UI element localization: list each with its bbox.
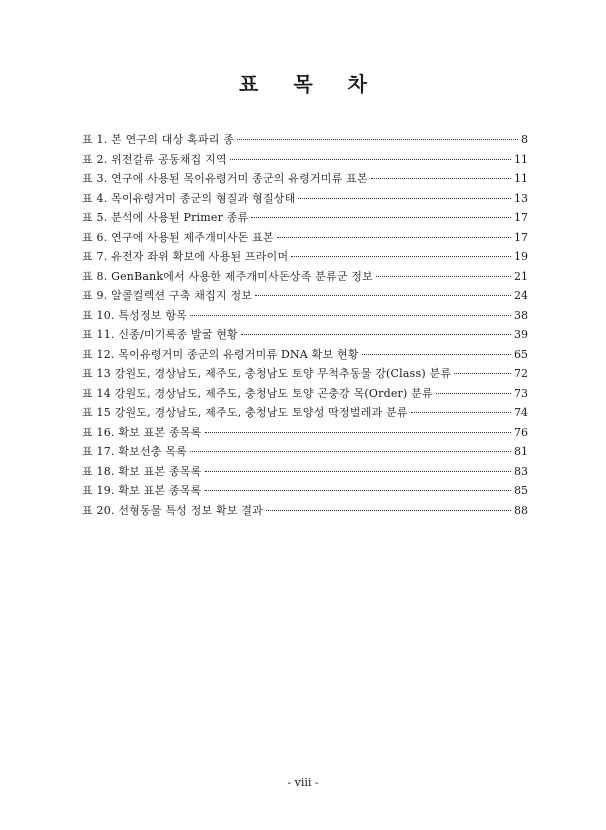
toc-entry-label: 표 1. 본 연구의 대상 혹파리 종 <box>82 133 235 146</box>
toc-entry-page: 74 <box>514 406 528 419</box>
toc-entry-label: 표 8. GenBank에서 사용한 제주개미사돈상족 분류군 정보 <box>82 269 373 283</box>
dot-leader <box>205 470 512 472</box>
toc-entry[interactable] <box>82 442 528 462</box>
toc-entry-label: 표 2. 위전갈류 공동채집 지역 <box>82 152 227 166</box>
toc-entry-page: 11 <box>514 152 528 166</box>
toc-entry-page: 81 <box>514 445 528 458</box>
toc-entry-page: 21 <box>514 269 528 283</box>
toc-entry-page: 85 <box>514 484 528 497</box>
dot-leader <box>237 138 518 140</box>
toc-entry-page: 39 <box>514 328 528 341</box>
toc-entry[interactable] <box>82 267 528 287</box>
toc-entry[interactable] <box>82 150 528 170</box>
dot-leader <box>371 177 511 179</box>
toc-entry-label: 표 15 강원도, 경상남도, 제주도, 충청남도 토양성 딱정벌레과 분류 <box>82 406 408 419</box>
toc-entry-page: 83 <box>514 464 528 478</box>
dot-leader <box>362 353 511 355</box>
toc-entry-page: 17 <box>514 211 528 224</box>
toc-entry-label: 표 16. 확보 표본 종목록 <box>82 425 202 439</box>
toc-entry-label: 표 14 강원도, 경상남도, 제주도, 충청남도 토양 곤충강 목(Order) 분류 <box>82 386 433 400</box>
toc-entry[interactable] <box>82 130 528 150</box>
toc-entry-page: 65 <box>514 347 528 361</box>
toc-entry-page: 72 <box>514 367 528 380</box>
toc-entry-page: 38 <box>514 308 528 322</box>
toc-entry[interactable] <box>82 286 528 306</box>
dot-leader <box>230 158 511 160</box>
toc-entry-label: 표 18. 확보 표본 종목록 <box>82 464 202 478</box>
toc-entry-label: 표 12. 목이유령거미 종군의 유령거미류 DNA 확보 현황 <box>82 347 359 361</box>
toc-entry-page: 8 <box>521 133 528 146</box>
dot-leader <box>277 236 511 238</box>
toc-entry[interactable] <box>82 423 528 443</box>
toc-entry-label: 표 9. 알콜컬렉션 구축 채집지 정보 <box>82 289 253 302</box>
toc-entry-page: 73 <box>514 386 528 400</box>
toc-entry[interactable] <box>82 306 528 326</box>
toc-entry[interactable] <box>82 208 528 228</box>
toc-entry-page: 19 <box>514 250 528 263</box>
toc-entry-page: 17 <box>514 230 528 244</box>
dot-leader <box>376 275 511 277</box>
toc-entry-page: 13 <box>514 191 528 205</box>
toc-entry-label: 표 13 강원도, 경상남도, 제주도, 충청남도 토양 무척추동물 강(Class) 분류 <box>82 367 452 380</box>
toc-entry-label: 표 6. 연구에 사용된 제주개미사돈 표본 <box>82 230 274 244</box>
dot-leader <box>241 333 511 335</box>
toc-entry-label: 표 11. 신종/미기록종 발굴 현황 <box>82 328 238 341</box>
dot-leader <box>411 411 511 413</box>
toc-entry-page: 24 <box>514 289 528 302</box>
toc-entry[interactable] <box>82 481 528 501</box>
toc-entry[interactable] <box>82 501 528 521</box>
toc-entry[interactable] <box>82 247 528 267</box>
dot-leader <box>255 294 511 296</box>
toc-entry[interactable] <box>82 384 528 404</box>
toc-entry-page: 88 <box>514 503 528 517</box>
dot-leader <box>205 489 512 491</box>
toc-entry[interactable] <box>82 364 528 384</box>
toc-entry-page: 11 <box>514 172 528 185</box>
toc-entry[interactable] <box>82 345 528 365</box>
toc-entry[interactable] <box>82 169 528 189</box>
toc-entry[interactable] <box>82 189 528 209</box>
toc-entry-label: 표 17. 확보선충 목록 <box>82 445 187 458</box>
toc-entry[interactable] <box>82 403 528 423</box>
toc-entry-label: 표 4. 목이유령거미 종군의 형질과 형질상태 <box>82 191 296 205</box>
toc-entry[interactable] <box>82 325 528 345</box>
dot-leader <box>190 450 511 452</box>
toc-entry-label: 표 10. 특성정보 항목 <box>82 308 187 322</box>
toc-entry[interactable] <box>82 462 528 482</box>
toc-entry-page: 76 <box>514 425 528 439</box>
dot-leader <box>205 431 512 433</box>
dot-leader <box>190 314 511 316</box>
page-title: 표 목 차 <box>239 72 381 96</box>
dot-leader <box>436 392 511 394</box>
toc-entry-label: 표 5. 분석에 사용된 Primer 종류 <box>82 211 249 224</box>
dot-leader <box>266 509 511 511</box>
dot-leader <box>454 372 511 374</box>
dot-leader <box>251 216 511 218</box>
page-number: - viii - <box>287 776 319 789</box>
toc-entry[interactable] <box>82 228 528 248</box>
toc-entry-label: 표 20. 선형동물 특성 정보 확보 결과 <box>82 503 264 517</box>
dot-leader <box>291 255 511 257</box>
dot-leader <box>298 197 511 199</box>
table-of-tables <box>82 130 528 520</box>
toc-entry-label: 표 19. 확보 표본 종목록 <box>82 484 202 497</box>
toc-entry-label: 표 7. 유전자 좌위 확보에 사용된 프라이머 <box>82 250 289 263</box>
toc-entry-label: 표 3. 연구에 사용된 목이유령거미 종군의 유령거미류 표본 <box>82 172 368 185</box>
